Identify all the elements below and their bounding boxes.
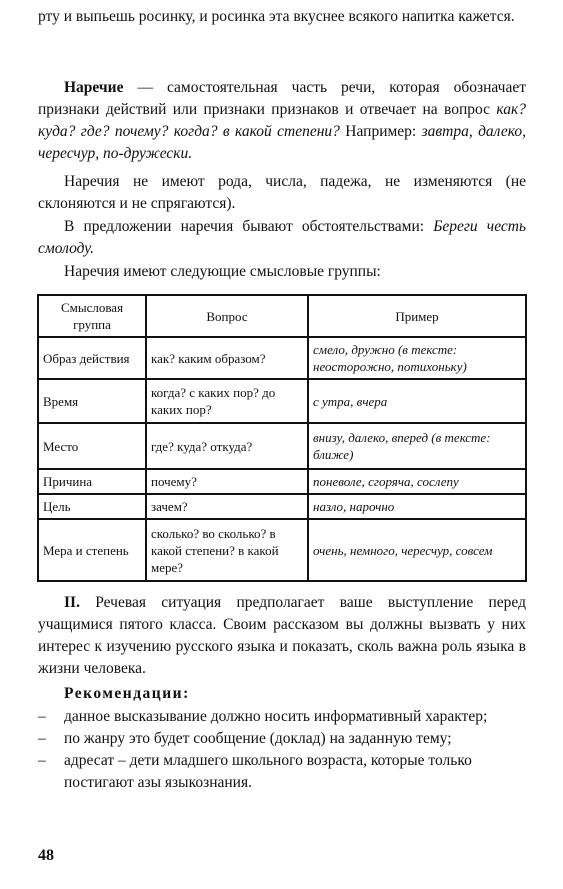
bullet-dash: – <box>38 752 46 769</box>
role-text: В предложении наречия бывают обстоятельствами: <box>64 218 434 235</box>
cell-group: Мера и степень <box>38 519 146 581</box>
task-paragraph <box>38 592 526 680</box>
table-row <box>38 469 526 494</box>
header-group: Смысловая группа <box>38 295 146 337</box>
cell-example: очень, немного, чересчур, совсем <box>308 519 526 581</box>
definition-questions: как? куда? где? почему? когда? в какой степени? <box>38 101 527 140</box>
cell-example: внизу, далеко, вперед (в тексте: ближе) <box>308 423 526 469</box>
recommendations-heading: Рекомендации: <box>64 685 190 702</box>
cell-group: Причина <box>38 469 146 494</box>
bullet-dash: – <box>38 708 46 725</box>
cell-group: Место <box>38 423 146 469</box>
role-example: Береги честь смолоду. <box>38 218 526 257</box>
role-paragraph <box>38 216 526 260</box>
term-adverb: Наречие <box>64 79 124 96</box>
table-row <box>38 494 526 519</box>
cell-question: когда? с каких пор? до каких пор? <box>146 379 308 423</box>
table-row <box>38 423 526 469</box>
definition-text: — самостоятельная часть речи, которая обозначает признаки действий или признаки признаков и отвечает на вопрос <box>38 79 526 118</box>
cell-question: как? каким образом? <box>146 337 308 379</box>
list-item-text: адресат – дети младшего школьного возраста, которые только постигают азы языкознания. <box>64 752 472 791</box>
header-question: Вопрос <box>146 295 308 337</box>
task-text: Речевая ситуация предполагает ваше выступление перед учащимися пятого класса. Своим рассказом вы должны вызвать у них интерес к изучению русского языка и показать, сколь важна роль языка в жизни человека. <box>38 594 526 677</box>
cell-example: с утра, вчера <box>308 379 526 423</box>
table-row <box>38 337 526 379</box>
cell-group: Время <box>38 379 146 423</box>
page-number: 48 <box>38 847 54 864</box>
list-item-text: по жанру это будет сообщение (доклад) на заданную тему; <box>64 730 452 747</box>
cell-example: смело, дружно (в тексте: неосторожно, потихоньку) <box>308 337 526 379</box>
list-item <box>38 728 528 750</box>
bullet-dash: – <box>38 730 46 747</box>
groups-intro <box>38 261 526 283</box>
list-item-text: данное высказывание должно носить информативный характер; <box>64 708 488 725</box>
forms-text: Наречия не имеют рода, числа, падежа, не изменяются (не склоняются и не спрягаются). <box>38 173 526 212</box>
intro-paragraph <box>38 6 526 28</box>
table-row <box>38 519 526 581</box>
cell-question: почему? <box>146 469 308 494</box>
list-item <box>38 706 528 728</box>
header-example: Пример <box>308 295 526 337</box>
cell-example: назло, нарочно <box>308 494 526 519</box>
definition-paragraph <box>38 77 526 165</box>
cell-question: зачем? <box>146 494 308 519</box>
list-item <box>38 750 528 794</box>
cell-question: где? куда? откуда? <box>146 423 308 469</box>
adverb-groups-table <box>37 294 527 582</box>
forms-paragraph <box>38 171 526 215</box>
definition-examples: завтра, далеко, чересчур, по-дружески. <box>38 123 526 162</box>
cell-group: Образ действия <box>38 337 146 379</box>
cell-question: сколько? во сколько? в какой степени? в какой мере? <box>146 519 308 581</box>
example-lead: Например: <box>339 123 422 140</box>
task-number: II. <box>64 594 80 611</box>
cell-example: поневоле, сгоряча, сослепу <box>308 469 526 494</box>
groups-intro-text: Наречия имеют следующие смысловые группы: <box>64 263 381 280</box>
recommendations-title <box>38 683 526 705</box>
recommendations-list <box>38 706 528 794</box>
table-row <box>38 379 526 423</box>
table-header-row <box>38 295 526 337</box>
cell-group: Цель <box>38 494 146 519</box>
intro-text: рту и выпьешь росинку, и росинка эта вкуснее всякого напитка кажется. <box>38 8 515 25</box>
